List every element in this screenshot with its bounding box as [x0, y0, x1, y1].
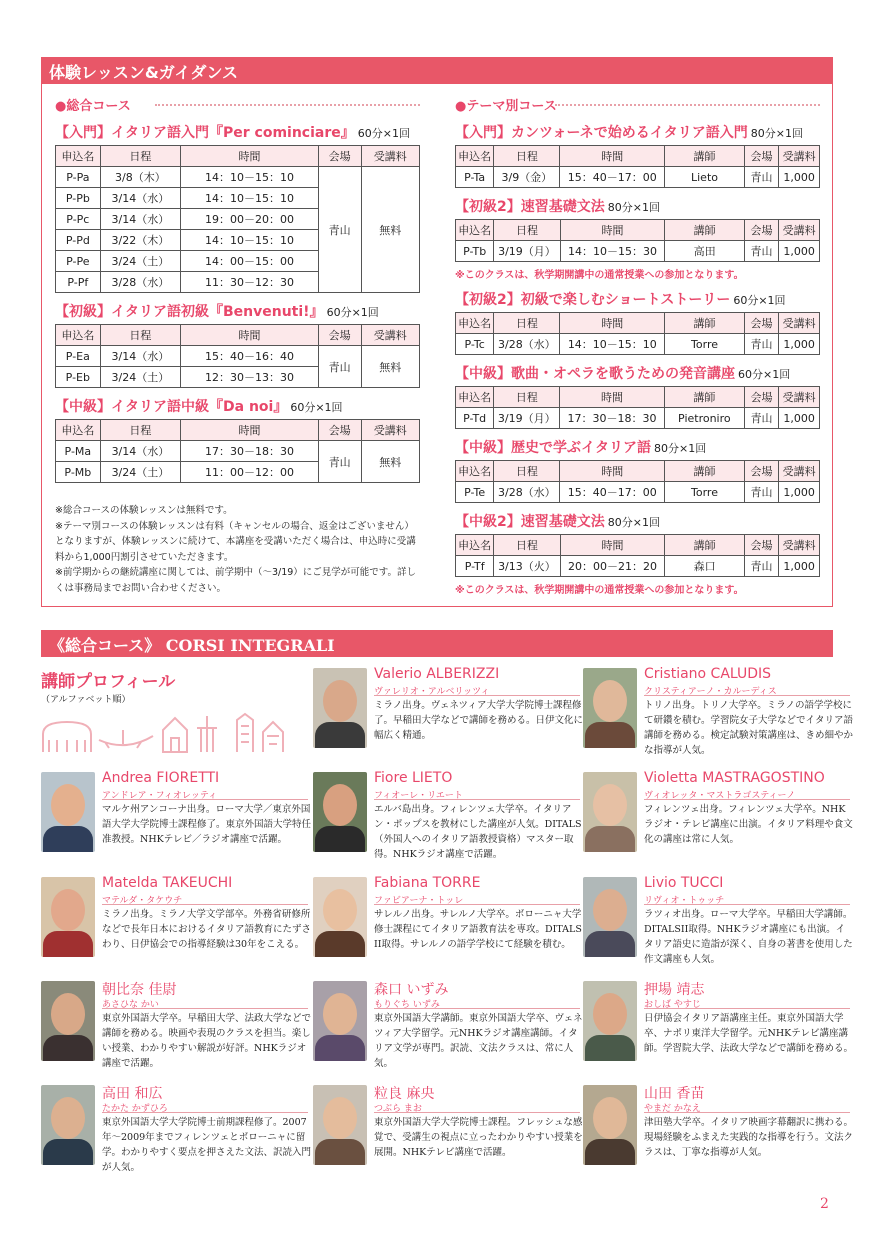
- course-title: 【入門】イタリア語入門『Per cominciare』 60分×1回: [55, 125, 410, 141]
- table-cell: P-Ta: [456, 167, 494, 188]
- table-cell: 17：30－18：30: [560, 408, 665, 429]
- note-item: ※前学期からの継続講座に関しては、前学期中（～3/19）にご見学が可能です。詳しくは事務局までお問い合わせください。: [55, 567, 417, 594]
- teacher-profile: [583, 666, 853, 766]
- table-header-cell: 会場: [744, 313, 778, 334]
- teacher-profile: [583, 770, 853, 870]
- teacher-kana: クリスティアーノ・カルーディス: [644, 687, 777, 697]
- table-header-cell: 会場: [744, 220, 778, 241]
- teacher-profile: [313, 979, 583, 1079]
- teacher-name: Valerio ALBERIZZI: [374, 666, 500, 682]
- table-cell: 15：40－17：00: [560, 167, 665, 188]
- table-header-cell: 申込名: [56, 146, 101, 167]
- course-duration: 60分×1回: [738, 368, 791, 381]
- table-cell: P-Mb: [56, 462, 101, 483]
- teacher-name: Andrea FIORETTI: [102, 770, 220, 786]
- course-duration: 60分×1回: [357, 127, 410, 140]
- table-header-cell: 時間: [560, 535, 665, 556]
- table-header-cell: 受講料: [779, 535, 820, 556]
- teacher-bio: ラツィオ出身。ローマ大学卒。早稲田大学講師。DITALSII取得。NHKラジオ講座にも出演。イタリア語史に造詣が深く、自身の著書を使用した作文講座も人気。: [644, 909, 853, 965]
- table-row: [456, 241, 820, 262]
- table-header-cell: 日程: [494, 461, 560, 482]
- table-header-cell: 講師: [665, 313, 745, 334]
- schedule-table: [455, 534, 820, 577]
- course-note: ※このクラスは、秋学期開講中の通常授業への参加となります。: [455, 270, 744, 281]
- table-cell: 14：10－15：10: [181, 230, 319, 251]
- table-cell: 高田: [665, 241, 744, 262]
- table-header-cell: 講師: [665, 461, 745, 482]
- table-cell: P-Te: [456, 482, 494, 503]
- schedule-table: [455, 460, 820, 503]
- teacher-kana: フィオーレ・リエート: [374, 791, 463, 801]
- table-cell: 14：10－15：10: [181, 188, 319, 209]
- table-header-cell: 会場: [744, 146, 778, 167]
- table-header-row: [456, 146, 820, 167]
- table-cell: P-Ea: [56, 346, 101, 367]
- teacher-bio: 東京外国語大学大学院博士課程。フレッシュな感覚で、受講生の視点に立ったわかりやすい授業を展開。NHKテレビ講座で活躍。: [374, 1117, 583, 1158]
- fee-cell: 無料: [361, 346, 420, 388]
- course-title: 【中級】歌曲・オペラを歌うための発音講座 60分×1回: [455, 366, 791, 382]
- teacher-kana: アンドレア・フィオレッティ: [102, 791, 218, 801]
- table-header-cell: 日程: [494, 146, 560, 167]
- table-cell: 森口: [665, 556, 744, 577]
- table-cell: 3/28（水）: [494, 482, 560, 503]
- table-header-cell: 会場: [744, 535, 778, 556]
- teacher-kana: おしば やすじ: [644, 1000, 701, 1010]
- course-duration: 80分×1回: [654, 442, 707, 455]
- teacher-profile: [313, 666, 583, 766]
- profile-subheading: （アルファベット順）: [41, 695, 131, 705]
- teacher-photo: [41, 772, 95, 852]
- fee-cell: 無料: [361, 167, 420, 293]
- teacher-name: 粒良 麻央: [374, 1086, 435, 1102]
- teacher-bio: サレルノ出身。サレルノ大学卒。ボローニャ大学修士課程にてイタリア語教育法を専攻。DITALS II取得。サレルノの語学学校にて経験を積む。: [374, 909, 582, 950]
- table-header-cell: 受講料: [779, 220, 820, 241]
- table-cell: 青山: [744, 167, 778, 188]
- table-header-cell: 申込名: [56, 420, 101, 441]
- table-cell: Pietroniro: [664, 408, 744, 429]
- teacher-photo: [583, 668, 637, 748]
- course-note: ※このクラスは、秋学期開講中の通常授業への参加となります。: [455, 585, 744, 596]
- table-cell: 14：00－15：00: [181, 251, 319, 272]
- table-header-cell: 受講料: [361, 420, 419, 441]
- table-cell: 3/14（水）: [100, 209, 180, 230]
- table-cell: 15：40－17：00: [560, 482, 665, 503]
- table-header-cell: 受講料: [779, 387, 820, 408]
- table-cell: 青山: [744, 334, 778, 355]
- table-cell: 14：10－15：30: [560, 241, 665, 262]
- teacher-bio: ミラノ出身。ミラノ大学文学部卒。外務省研修所などで長年日本におけるイタリア語教育にたずさわり、日伊協会での指導経験は30年をこえる。: [102, 909, 312, 950]
- table-row: [456, 167, 820, 188]
- teacher-name: Fiore LIETO: [374, 770, 453, 786]
- schedule-table: [55, 419, 420, 483]
- table-cell: 3/24（土）: [100, 251, 180, 272]
- teacher-bio: マルケ州アンコーナ出身。ローマ大学／東京外国語大学大学院博士課程修了。東京外国語大学特任准教授。NHKテレビ／ラジオ講座で活躍。: [102, 804, 312, 845]
- table-cell: 1,000: [779, 482, 820, 503]
- schedule-table: [455, 386, 820, 429]
- table-header-cell: 申込名: [456, 220, 494, 241]
- section-title: 体験レッスン&ガイダンス: [49, 63, 238, 82]
- course-title: 【中級】歴史で学ぶイタリア語 80分×1回: [455, 440, 707, 456]
- table-cell: P-Eb: [56, 367, 101, 388]
- teacher-bio: ミラノ出身。ヴェネツィア大学大学院博士課程修了。早稲田大学などで講師を務める。日伊文化に幅広く精通。: [374, 700, 584, 741]
- teacher-photo: [583, 981, 637, 1061]
- page-number: 2: [820, 1196, 829, 1212]
- table-header-cell: 会場: [318, 420, 361, 441]
- theme-course-heading: ●テーマ別コース: [455, 95, 820, 114]
- table-cell: 15：40－16：40: [181, 346, 319, 367]
- schedule-table: [55, 324, 420, 388]
- table-cell: 14：10－15：10: [560, 334, 665, 355]
- table-header-cell: 会場: [744, 387, 778, 408]
- teacher-photo: [313, 772, 367, 852]
- table-header-cell: 時間: [181, 420, 319, 441]
- teacher-photo: [313, 1085, 367, 1165]
- table-header-cell: 受講料: [779, 146, 820, 167]
- teacher-bio: フィレンツェ出身。フィレンツェ大学卒。NHKラジオ・テレビ講座に出演。イタリア料理や食文化の講座は常に人気。: [644, 804, 853, 845]
- table-header-cell: 受講料: [779, 461, 820, 482]
- table-cell: 3/24（土）: [100, 367, 180, 388]
- table-header-cell: 時間: [181, 146, 319, 167]
- schedule-table: [455, 145, 820, 188]
- teacher-profile: [41, 1083, 311, 1183]
- table-header-cell: 日程: [494, 313, 560, 334]
- teacher-profile: [313, 770, 583, 870]
- table-header-row: [456, 313, 820, 334]
- teacher-bio: 東京外国語大学講師。東京外国語大学卒、ヴェネツィア大学留学。元NHKラジオ講座講師。イタリア文学が専門。訳読、文法クラスは、常に人気。: [374, 1013, 583, 1069]
- venue-cell: 青山: [318, 441, 361, 483]
- teacher-name: Cristiano CALUDIS: [644, 666, 772, 682]
- table-cell: 3/28（水）: [494, 334, 560, 355]
- table-cell: 3/8（木）: [100, 167, 180, 188]
- table-cell: 3/19（月）: [494, 408, 560, 429]
- table-header-cell: 講師: [665, 220, 744, 241]
- table-header-cell: 日程: [494, 535, 560, 556]
- table-row: [456, 556, 820, 577]
- section-title: 《総合コース》 CORSI INTEGRALI: [49, 636, 335, 655]
- table-cell: 3/28（水）: [100, 272, 180, 293]
- table-cell: P-Ma: [56, 441, 101, 462]
- table-cell: P-Tc: [456, 334, 494, 355]
- table-header-cell: 時間: [560, 146, 665, 167]
- table-cell: P-Pd: [56, 230, 101, 251]
- table-cell: 3/13（火）: [494, 556, 560, 577]
- table-header-cell: 申込名: [456, 387, 494, 408]
- table-header-cell: 会場: [318, 325, 361, 346]
- table-cell: 14：10－15：10: [181, 167, 319, 188]
- teacher-bio: 津田塾大学卒。イタリア映画字幕翻訳に携わる。現場経験をふまえた実践的な指導を行う。文法クラスは、丁寧な指導が人気。: [644, 1117, 854, 1158]
- table-header-cell: 講師: [665, 146, 745, 167]
- table-row: [56, 167, 420, 188]
- table-cell: 3/22（木）: [100, 230, 180, 251]
- table-cell: 12：30－13：30: [181, 367, 319, 388]
- general-course-heading: ●総合コース: [55, 95, 420, 114]
- table-cell: 3/9（金）: [494, 167, 560, 188]
- left-column: [55, 95, 420, 483]
- teacher-kana: あさひな かい: [102, 1000, 159, 1010]
- table-header-cell: 日程: [494, 387, 560, 408]
- right-column: [455, 95, 820, 596]
- teacher-name: Violetta MASTRAGOSTINO: [644, 770, 825, 786]
- section-header-trial: [41, 57, 833, 84]
- table-header-cell: 申込名: [456, 146, 494, 167]
- teacher-kana: つぶら まお: [374, 1104, 422, 1114]
- table-cell: 青山: [744, 556, 778, 577]
- teacher-profile: [41, 770, 311, 870]
- teacher-bio: エルバ島出身。フィレンツェ大学卒。イタリアン・ポップスを教材にした講座が人気。DITALS（外国人へのイタリア語教授資格）マスター取得。NHKラジオ講座で活躍。: [374, 804, 582, 860]
- table-cell: 3/14（水）: [100, 346, 180, 367]
- table-header-cell: 日程: [494, 220, 560, 241]
- course-title: 【初級】イタリア語初級『Benvenuti!』 60分×1回: [55, 304, 379, 320]
- table-header-cell: 受講料: [361, 146, 420, 167]
- table-cell: 3/19（月）: [494, 241, 560, 262]
- teacher-name: Fabiana TORRE: [374, 875, 481, 891]
- course-title: 【中級2】速習基礎文法 80分×1回: [455, 514, 660, 530]
- teacher-profile: [583, 979, 853, 1079]
- teacher-bio: 東京外国語大学大学院博士前期課程修了。2007年～2009年までフィレンツェとボローニャに留学。わかりやすく要点を押さえた文法、訳読入門が人気。: [102, 1117, 312, 1173]
- teacher-name: 高田 和広: [102, 1086, 163, 1102]
- table-header-row: [456, 220, 820, 241]
- fee-cell: 無料: [361, 441, 419, 483]
- table-header-cell: 会場: [744, 461, 778, 482]
- table-header-row: [456, 535, 820, 556]
- table-cell: 20：00－21：20: [560, 556, 665, 577]
- table-header-cell: 会場: [318, 146, 361, 167]
- teacher-photo: [41, 877, 95, 957]
- teacher-photo: [583, 877, 637, 957]
- table-header-cell: 受講料: [779, 313, 820, 334]
- teacher-kana: マテルダ・タケウチ: [102, 896, 183, 906]
- schedule-table: [55, 145, 420, 293]
- table-header-cell: 申込名: [56, 325, 101, 346]
- section-header-corsi: [41, 630, 833, 657]
- table-cell: 1,000: [779, 334, 820, 355]
- table-header-cell: 申込名: [456, 461, 494, 482]
- teacher-name: 朝比奈 佳尉: [102, 982, 177, 998]
- table-cell: P-Pe: [56, 251, 101, 272]
- teacher-bio: 日伊協会イタリア語講座主任。東京外国語大学卒、ナポリ東洋大学留学。元NHKテレビ講座講師。学習院大学、法政大学などで講師を務める。: [644, 1013, 854, 1054]
- teacher-profile: [583, 1083, 853, 1183]
- note-item: ※総合コースの体験レッスンは無料です。: [55, 505, 233, 516]
- teacher-bio: トリノ出身。トリノ大学卒。ミラノの語学学校にて研鑽を積む。学習院女子大学などでイタリア語講師を務める。検定試験対策講座は、きめ細やかな指導が人気。: [644, 700, 854, 756]
- course-title: 【初級2】速習基礎文法 80分×1回: [455, 199, 660, 215]
- teacher-profile: [313, 1083, 583, 1183]
- table-header-row: [56, 146, 420, 167]
- table-header-row: [456, 461, 820, 482]
- teacher-kana: リヴィオ・トゥッチ: [644, 896, 725, 906]
- table-cell: P-Tb: [456, 241, 494, 262]
- table-header-cell: 時間: [560, 387, 665, 408]
- table-cell: P-Pb: [56, 188, 101, 209]
- teacher-name: Livio TUCCI: [644, 875, 724, 891]
- table-header-cell: 日程: [100, 325, 180, 346]
- table-row: [456, 334, 820, 355]
- teacher-photo: [313, 668, 367, 748]
- table-row: [456, 408, 820, 429]
- table-header-cell: 日程: [100, 420, 180, 441]
- teacher-bio: 東京外国語大学卒。早稲田大学、法政大学などで講師を務める。映画や表現のクラスを担当。楽しい授業、わかりやすい解説が好評。NHKラジオ講座で活躍。: [102, 1013, 312, 1069]
- teacher-kana: ヴァレリオ・アルベリッツィ: [374, 687, 490, 697]
- teacher-photo: [41, 981, 95, 1061]
- table-header-row: [56, 420, 420, 441]
- venue-cell: 青山: [318, 346, 361, 388]
- table-header-cell: 日程: [100, 146, 180, 167]
- teacher-kana: たかた かずひろ: [102, 1104, 168, 1114]
- course-duration: 80分×1回: [607, 201, 660, 214]
- table-cell: P-Pf: [56, 272, 101, 293]
- course-duration: 60分×1回: [326, 306, 379, 319]
- teacher-name: Matelda TAKEUCHI: [102, 875, 233, 891]
- landmarks-illustration: [41, 712, 291, 756]
- teacher-photo: [583, 1085, 637, 1165]
- table-header-cell: 申込名: [456, 313, 494, 334]
- table-row: [56, 441, 420, 462]
- schedule-table: [455, 312, 820, 355]
- table-header-row: [456, 387, 820, 408]
- table-cell: 1,000: [779, 241, 820, 262]
- table-cell: 1,000: [779, 408, 820, 429]
- venue-cell: 青山: [318, 167, 361, 293]
- table-cell: 3/24（土）: [100, 462, 180, 483]
- table-cell: 3/14（水）: [100, 441, 180, 462]
- profile-heading: 講師プロフィール: [41, 672, 176, 692]
- teacher-kana: もりぐち いずみ: [374, 1000, 440, 1010]
- teacher-profile: [583, 875, 853, 975]
- table-cell: 1,000: [779, 167, 820, 188]
- teacher-kana: やまだ かなえ: [644, 1104, 701, 1114]
- teacher-name: 山田 香苗: [644, 1086, 705, 1102]
- teacher-name: 森口 いずみ: [374, 982, 449, 998]
- note-item: ※テーマ別コースの体験レッスンは有料（キャンセルの場合、返金はございません）となりますが、体験レッスンに続けて、本講座を受講いただく場合は、申込時に受講料から1,000円割引させていただきます。: [55, 520, 416, 563]
- table-cell: Torre: [665, 334, 745, 355]
- table-cell: P-Pa: [56, 167, 101, 188]
- table-row: [456, 482, 820, 503]
- teacher-profile: [41, 979, 311, 1079]
- course-duration: 80分×1回: [607, 516, 660, 529]
- table-cell: 11：00－12：00: [181, 462, 319, 483]
- table-cell: Torre: [665, 482, 745, 503]
- table-header-cell: 時間: [181, 325, 319, 346]
- table-cell: 青山: [744, 408, 778, 429]
- table-header-row: [56, 325, 420, 346]
- table-cell: 3/14（水）: [100, 188, 180, 209]
- teacher-photo: [313, 981, 367, 1061]
- table-header-cell: 講師: [665, 535, 744, 556]
- table-header-cell: 時間: [560, 313, 665, 334]
- teacher-photo: [41, 1085, 95, 1165]
- course-duration: 80分×1回: [750, 127, 803, 140]
- course-duration: 60分×1回: [290, 401, 343, 414]
- table-header-cell: 時間: [560, 220, 665, 241]
- schedule-table: [455, 219, 820, 262]
- table-cell: 17：30－18：30: [181, 441, 319, 462]
- teacher-name: 押場 靖志: [644, 982, 705, 998]
- table-cell: P-Tf: [456, 556, 494, 577]
- table-cell: P-Pc: [56, 209, 101, 230]
- course-duration: 60分×1回: [733, 294, 786, 307]
- teacher-kana: ヴィオレッタ・マストラゴスティーノ: [644, 791, 796, 801]
- teacher-kana: ファビアーナ・トッレ: [374, 896, 464, 906]
- table-cell: 青山: [744, 241, 778, 262]
- table-header-cell: 講師: [664, 387, 744, 408]
- trial-notes: [55, 503, 420, 596]
- course-title: 【中級】イタリア語中級『Da noi』 60分×1回: [55, 399, 343, 415]
- table-cell: 11：30－12：30: [181, 272, 319, 293]
- table-cell: 19：00－20：00: [181, 209, 319, 230]
- table-row: [56, 346, 420, 367]
- teacher-profile: [313, 875, 583, 975]
- teacher-profile: [41, 875, 311, 975]
- table-header-cell: 受講料: [361, 325, 420, 346]
- table-header-cell: 申込名: [456, 535, 494, 556]
- course-title: 【入門】カンツォーネで始めるイタリア語入門 80分×1回: [455, 125, 803, 141]
- teacher-photo: [313, 877, 367, 957]
- table-cell: Lieto: [665, 167, 745, 188]
- table-header-cell: 時間: [560, 461, 665, 482]
- table-cell: P-Td: [456, 408, 494, 429]
- course-title: 【初級2】初級で楽しむショートストーリー 60分×1回: [455, 292, 786, 308]
- table-cell: 1,000: [779, 556, 820, 577]
- table-cell: 青山: [744, 482, 778, 503]
- teacher-photo: [583, 772, 637, 852]
